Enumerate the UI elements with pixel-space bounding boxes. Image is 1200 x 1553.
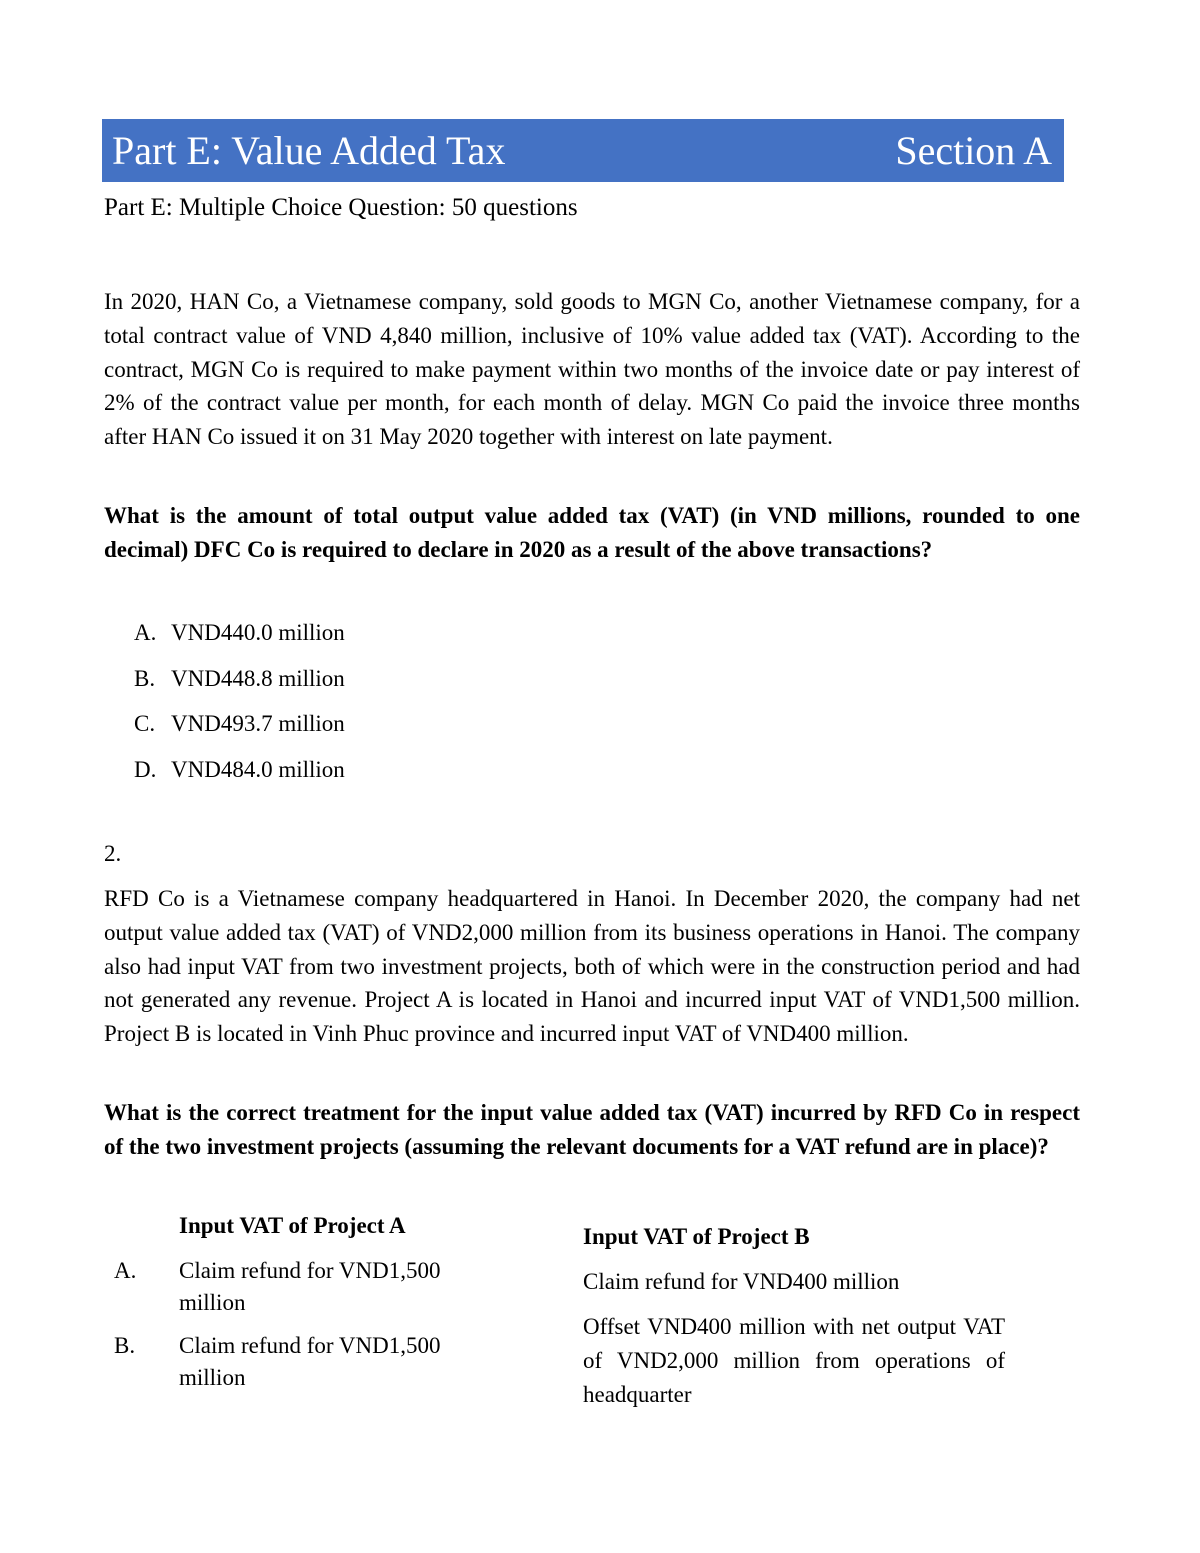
question-2-prompt: What is the correct treatment for the input value added tax (VAT) incurred by RFD Co in respect of the two investment projects (assuming the relevant documents for a VAT refund are in place)? bbox=[104, 1100, 1080, 1159]
table-row-letter-a: A. bbox=[114, 1258, 137, 1283]
question-1-options bbox=[134, 610, 345, 792]
option-letter: B. bbox=[134, 665, 156, 691]
page-title: Part E: Value Added Tax bbox=[112, 127, 506, 173]
option-letter: D. bbox=[134, 756, 157, 782]
option-text: VND493.7 million bbox=[171, 711, 345, 736]
table-header-project-b: Input VAT of Project B bbox=[583, 1224, 810, 1249]
question-2-number: 2. bbox=[104, 841, 122, 866]
option-d bbox=[134, 747, 345, 793]
section-label: Section A bbox=[895, 127, 1052, 173]
table-header-project-a: Input VAT of Project A bbox=[179, 1213, 406, 1238]
option-text: VND484.0 million bbox=[171, 756, 345, 782]
question-1-prompt: What is the amount of total output value added tax (VAT) (in VND millions, rounded to one decimal) DFC Co is required to declare in 2020 as a result of the above transactions? bbox=[104, 503, 1080, 562]
option-letter: A. bbox=[134, 620, 157, 645]
section-header-bar bbox=[102, 119, 1064, 182]
table-row-a-project-b: Claim refund for VND400 million bbox=[583, 1269, 900, 1294]
table-row-b-project-a: Claim refund for VND1,500 million bbox=[179, 1333, 441, 1390]
question-2-stem: RFD Co is a Vietnamese company headquartered in Hanoi. In December 2020, the company had net output value added tax (VAT) of VND2,000 million from its business operations in Hanoi. The company also had input VAT from two investment projects, both of which were in the construction period and had not generated any revenue. Project A is located in Hanoi and incurred input VAT of VND1,500 million. Project B is located in Vinh Phuc province and incurred input VAT of VND400 million. bbox=[104, 886, 1080, 1047]
option-text: VND448.8 million bbox=[171, 665, 345, 691]
table-row-b-project-b: Offset VND400 million with net output VAT of VND2,000 million from operations of headquarter bbox=[583, 1314, 1005, 1407]
part-subtitle: Part E: Multiple Choice Question: 50 questions bbox=[104, 194, 578, 221]
table-row-a-project-a: Claim refund for VND1,500 million bbox=[179, 1258, 441, 1315]
option-b bbox=[134, 656, 345, 702]
option-a bbox=[134, 610, 345, 656]
option-letter: C. bbox=[134, 711, 156, 736]
option-text: VND440.0 million bbox=[171, 620, 345, 645]
question-1-stem: In 2020, HAN Co, a Vietnamese company, sold goods to MGN Co, another Vietnamese company, for a total contract value of VND 4,840 million, inclusive of 10% value added tax (VAT). According to the contract, MGN Co is required to make payment within two months of the invoice date or pay interest of 2% of the contract value per month, for each month of delay. MGN Co paid the invoice three months after HAN Co issued it on 31 May 2020 together with interest on late payment. bbox=[104, 289, 1080, 450]
table-row-letter-b: B. bbox=[114, 1333, 136, 1358]
option-c bbox=[134, 701, 345, 747]
